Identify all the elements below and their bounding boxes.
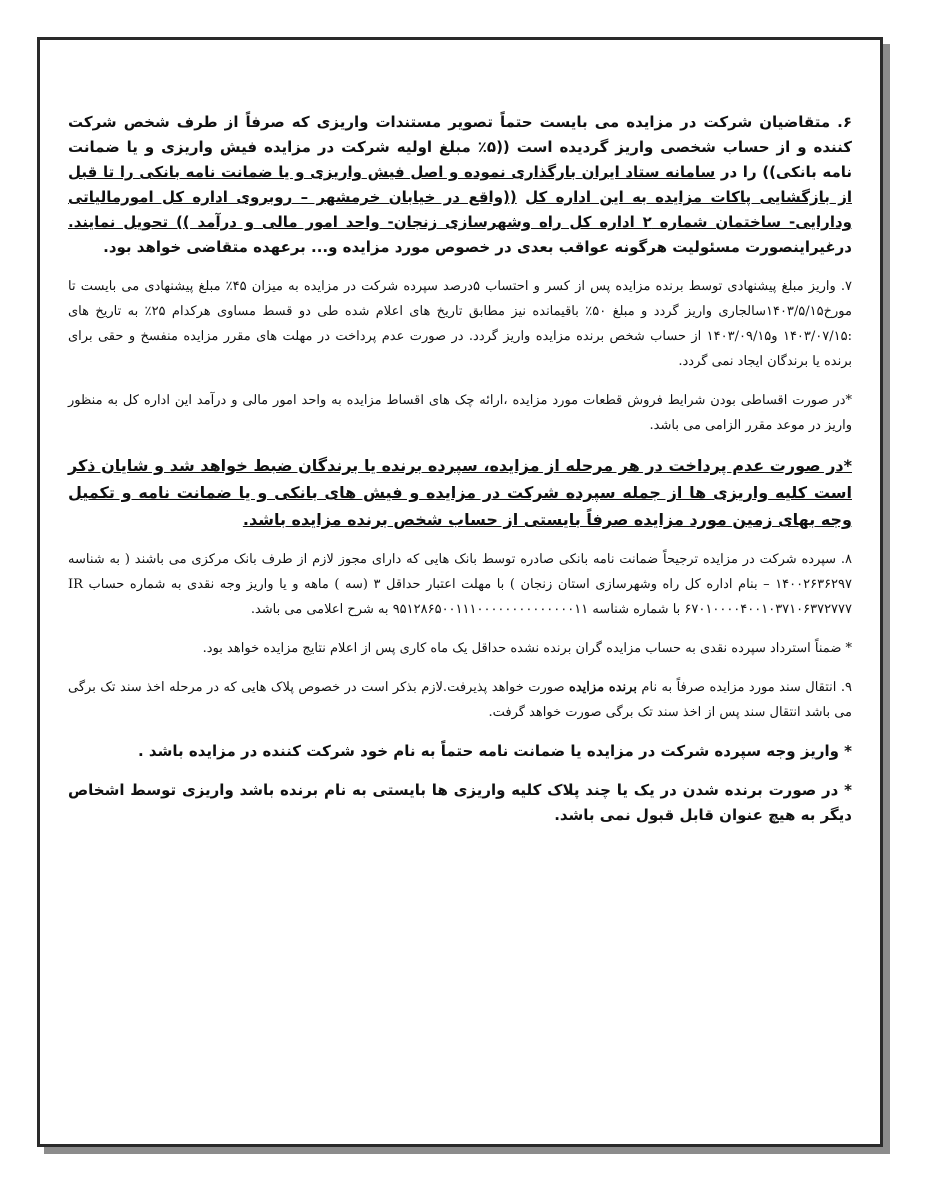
clause-9 <box>68 675 852 725</box>
multiple-plot-note: * در صورت برنده شدن در یک یا چند پلاک کلیه واریزی ها بایستی به نام برنده باشد واریزی توسط اشخاص دیگر به هیچ عنوان قابل قبول نمی باشد. <box>68 781 852 824</box>
clause-6 <box>68 110 852 260</box>
page-frame <box>37 37 883 1147</box>
clause-6-text: ۶. متقاضیان شرکت در مزایده می بایست حتماً تصویر مستندات واریزی که صرفاً از طرف شخص شرکت کننده و از حساب شخصی واریز گردیده است ((۵٪ مبلغ اولیه شرکت در مزایده فیش واریزی و یا ضمانت نامه بانکی)) را در <box>68 113 852 181</box>
document-body <box>68 110 852 842</box>
clause-6-space <box>517 188 525 206</box>
clause-6-underlined: سامانه ستاد ایران بارگذاری نموده و اصل فیش واریزی و یا ضمانت نامه بانکی را تا قبل از بازگشایی پاکات مزایده به این اداره کل <box>68 163 852 206</box>
clause-8: ۸. سپرده شرکت در مزایده ترجیحاً ضمانت نامه بانکی صادره توسط بانک هایی که دارای مجوز لازم از طرف بانک مرکزی می باشند ( به شناسه ۱۴۰۰۲۶۳۶۲۹۷ – بنام اداره کل راه وشهرسازی استان زنجان ) با مهلت اعتبار حداقل ۳ (سه ) ماهه و یا واریز وجه نقدی به شماره حساب IR ۶۷۰۱۰۰۰۰۴۰۰۱۰۳۷۱۰۶۳۷۲۷۷۷ با شماره شناسه ۹۵۱۲۸۶۵۰۰۱۱۱۰۰۰۰۰۰۰۰۰۰۰۰۰۰۱۱ به شرح اعلامی می باشد. <box>68 552 852 617</box>
refund-note: * ضمناً استرداد سپرده نقدی به حساب مزایده گران برنده نشده حداقل یک ماه کاری پس از اعلام نتایج مزایده خواهد بود. <box>202 641 852 656</box>
clause-9-text: ۹. انتقال سند مورد مزایده صرفاً به نام <box>636 680 852 695</box>
forfeit-note: *در صورت عدم پرداخت در هر مرحله از مزایده، سپرده برنده یا برندگان ضبط خواهد شد و شایان ذکر است کلیه واریزی ها از جمله سپرده شرکت در مزایده و فیش های بانکی و یا ضمانت نامه و تکمیل وجه بهای زمین مورد مزایده صرفاً بایستی از حساب شخص برنده مزایده باشد. <box>68 456 852 529</box>
clause-7: ۷. واریز مبلغ پیشنهادی توسط برنده مزایده پس از کسر و احتساب ۵درصد سپرده شرکت در مزایده به میزان ۴۵٪ مبلغ پیشنهادی می بایست تا مورخ۱۴۰۳/۵/۱۵سالجاری واریز گردد و مبلغ ۵۰٪ باقیمانده نیز مطابق تاریخ های اعلام شده طی دو قسط مساوی هرکدام ۲۵٪ به تاریخ های :۱۴۰۳/۰۷/۱۵ و۱۴۰۳/۰۹/۱۵ از حساب شخص برنده مزایده واریز گردد. در صورت عدم پرداخت در مهلت های مقرر مزایده منفسخ و حقی برای برنده یا برندگان ایجاد نمی گردد. <box>68 279 852 369</box>
clause-6-address: ((واقع در خیابان خرمشهر – روبروی اداره کل امورمالیاتی ودارایی- ساختمان شماره ۲ اداره کل راه وشهرسازی زنجان- واحد امور مالی و درآمد )) تحویل نمایند. <box>68 188 852 231</box>
clause-9-tail: صورت خواهد پذیرفت.لازم بذکر است در خصوص پلاک هایی که در مرحله اخذ سند تک برگی می باشد انتقال سند پس از اخذ سند تک برگی صورت خواهد گرفت. <box>68 680 852 720</box>
clause-9-bold: برنده مزایده <box>569 680 637 695</box>
clause-6-tail: درغیراینصورت مسئولیت هرگونه عواقب بعدی در خصوص مورد مزایده و... برعهده متقاضی خواهد بود. <box>103 238 852 256</box>
deposit-note: * واریز وجه سپرده شرکت در مزایده یا ضمانت نامه حتماً به نام خود شرکت کننده در مزایده باشد . <box>138 742 852 760</box>
installment-note: *در صورت اقساطی بودن شرایط فروش قطعات مورد مزایده ،ارائه چک های اقساط مزایده به واحد امور مالی و درآمد این اداره کل به منظور واریز در موعد مقرر الزامی می باشد. <box>68 393 852 433</box>
